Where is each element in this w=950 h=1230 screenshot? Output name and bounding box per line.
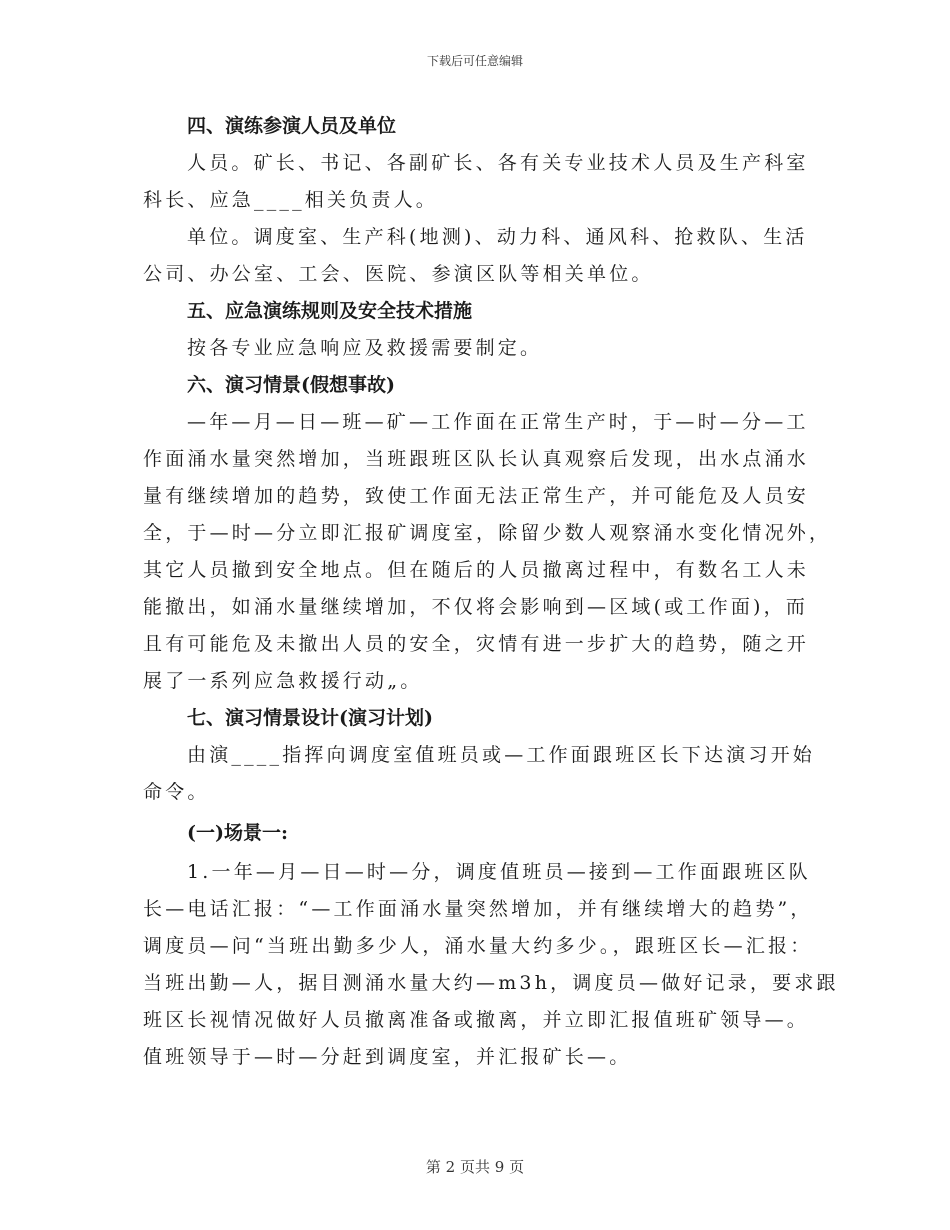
paragraph — [143, 145, 809, 219]
text-line: 调度员—问“当班出勤多少人，涌水量大约多少。，跟班区长—汇报： — [143, 935, 813, 957]
text-line: 科长、应急____相关负责人。 — [143, 189, 439, 211]
text-line: 命令。 — [143, 781, 210, 803]
paragraph — [143, 219, 808, 293]
text-line: 能撤出，如涌水量继续增加，不仅将会影响到—区域(或工作面)，而 — [143, 596, 809, 618]
text-line: 按各专业应急响应及救援需要制定。 — [187, 337, 543, 359]
text-line: 1.一年—月—日—时—分，调度值班员—接到—工作面跟班区队 — [187, 861, 811, 883]
paragraph — [143, 854, 839, 1076]
paragraph — [143, 330, 803, 367]
text-line: 当班出勤—人，据目测涌水量大约—m3h，调度员—做好记录，要求跟 — [143, 972, 839, 994]
paragraph — [143, 404, 832, 700]
text-line: 其它人员撤到安全地点。但在随后的人员撤离过程中，有数名工人未 — [143, 559, 810, 581]
text-line: 作面涌水量突然增加，当班跟班区队长认真观察后发现，出水点涌水 — [143, 448, 810, 470]
section-heading: 七、演习情景设计(演习计划) — [187, 707, 433, 729]
text-line: 值班领导于—时—分赶到调度室，并汇报矿长—。 — [143, 1046, 632, 1068]
text-line: 且有可能危及未撤出人员的安全，灾情有进一步扩大的趋势，随之开 — [143, 633, 810, 655]
section-heading: 六、演习情景(假想事故) — [187, 374, 395, 396]
text-line: —年—月—日—班—矿—工作面在正常生产时，于—时—分—工 — [187, 411, 809, 433]
text-line: 公司、办公室、工会、医院、参演区队等相关单位。 — [143, 263, 654, 285]
subsection-heading: (一)场景一: — [187, 822, 288, 844]
page-footer: 第 2 页共 9 页 — [425, 1158, 525, 1176]
section-heading: 四、演练参演人员及单位 — [187, 115, 397, 137]
document-body — [143, 108, 839, 1076]
text-line: 人员。矿长、书记、各副矿长、各有关专业技术人员及生产科室 — [187, 152, 809, 174]
text-line: 班区长视情况做好人员撤离准备或撤离，并立即汇报值班矿领导—。 — [143, 1009, 810, 1031]
text-line: 全，于—时—分立即汇报矿调度室，除留少数人观察涌水变化情况外， — [143, 522, 832, 544]
text-line: 由演____指挥向调度室值班员或—工作面跟班区长下达演习开始 — [187, 744, 816, 766]
paragraph — [143, 737, 816, 811]
text-line: 单位。调度室、生产科(地测)、动力科、通风科、抢救队、生活 — [187, 226, 808, 248]
text-line: 展了一系列应急救援行动„。 — [143, 670, 423, 692]
section-heading: 五、应急演练规则及安全技术措施 — [187, 300, 473, 322]
page-header: 下载后可任意编辑 — [426, 54, 523, 68]
text-line: 量有继续增加的趋势，致使工作面无法正常生产，并可能危及人员安 — [143, 485, 810, 507]
text-line: 长—电话汇报：“—工作面涌水量突然增加，并有继续增大的趋势”， — [143, 898, 813, 920]
